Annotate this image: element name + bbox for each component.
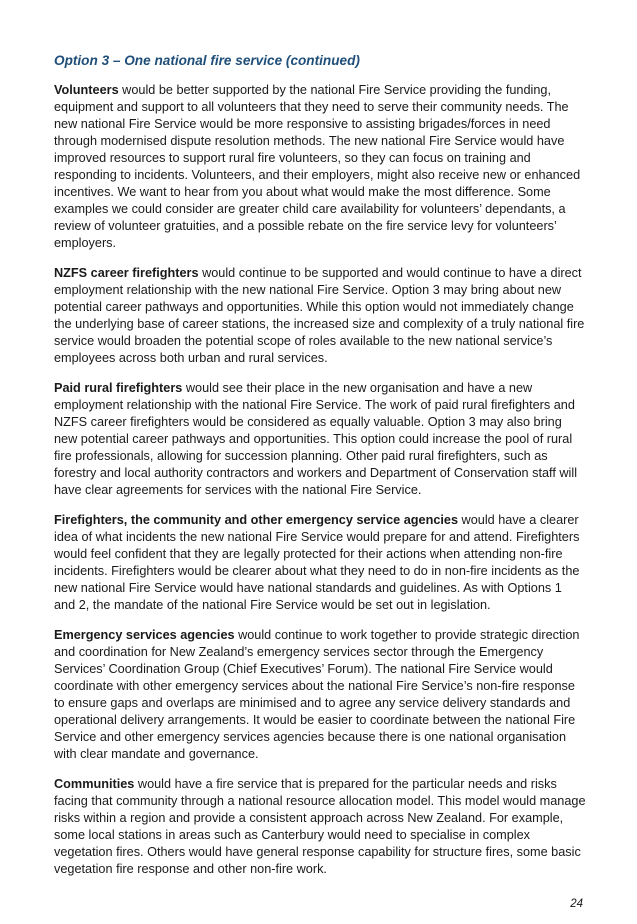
paragraph-nzfs-career-firefighters [54,265,586,367]
paragraph-firefighters-community [54,512,586,614]
paragraph-lead: Volunteers [54,83,119,97]
paragraph-text: would see their place in the new organisation and have a new employment relationship with the national Fire Service. The work of paid rural firefighters and NZFS career firefighters would be considered as equally valuable. Option 3 may also bring new potential career pathways and opportunities. This option could increase the pool of rural fire professionals, allowing for succession planning. Other paid rural firefighters, such as forestry and local authority contractors and workers and Department of Conservation staff will have clear agreements for services with the national Fire Service. [54,381,578,497]
paragraph-text: would continue to be supported and would continue to have a direct employment relationship with the new national Fire Service. Option 3 may bring about new potential career pathways and opportunities. While this option would not immediately change the underlying base of career stations, the increased size and complexity of a truly national fire service would broaden the potential scope of roles available to the new national service’s employees across both urban and rural services. [54,266,585,365]
paragraph-lead: Firefighters, the community and other emergency service agencies [54,513,459,527]
paragraph-text: would have a fire service that is prepared for the particular needs and risks facing that community through a national resource allocation model. This model would manage risks within a region and provide a consistent approach across New Zealand. For example, some local stations in areas such as Canterbury would need to specialise in complex vegetation fires. Others would have general response capability for structure fires, some basic vegetation fire response and other non-fire work. [54,777,586,876]
paragraph-lead: NZFS career firefighters [54,266,199,280]
paragraph-text: would continue to work together to provide strategic direction and coordination for New Zealand’s emergency services sector through the Emergency Services’ Coordination Group (Chief Executives’ Forum). The national Fire Service would coordinate with other emergency services about the national Fire Service’s non-fire response to ensure gaps and overlaps are minimised and to agree any service delivery standards and operational delivery arrangements. It would be easier to coordinate between the national Fire Service and other emergency services agencies because there is one national organisation with clear mandate and governance. [54,628,580,761]
section-heading: Option 3 – One national fire service (continued) [54,53,360,68]
paragraph-emergency-services-agencies [54,627,586,763]
page-number: 24 [570,898,583,910]
paragraph-text: would have a clearer idea of what incidents the new national Fire Service would prepare for and attend. Firefighters would feel confident that they are legally protected for their actions when attending non-fire incidents. Firefighters would be clearer about what they need to do in non-fire incidents as the new national Fire Service would have national standards and guidelines. As with Options 1 and 2, the mandate of the national Fire Service would be set out in legislation. [54,513,580,612]
paragraph-text: would be better supported by the national Fire Service providing the funding, equipment and support to all volunteers that they need to serve their community needs. The new national Fire Service would be more responsive to assisting brigades/forces in need through modernised dispute resolution methods. The new national Fire Service would have improved resources to support rural fire volunteers, so they can focus on training and responding to incidents. Volunteers, and their employers, might also receive new or enhanced incentives. We want to hear from you about what would make the most difference. Some examples we could consider are greater child care availability for volunteers’ dependants, a review of volunteer gratuities, and a possible rebate on the fire service levy for volunteers’ employers. [54,83,581,250]
paragraph-volunteers [54,82,586,252]
paragraph-paid-rural-firefighters [54,380,586,499]
document-page [54,51,586,891]
paragraph-communities [54,776,586,878]
paragraph-lead: Communities [54,777,135,791]
paragraph-lead: Emergency services agencies [54,628,235,642]
paragraph-lead: Paid rural firefighters [54,381,183,395]
